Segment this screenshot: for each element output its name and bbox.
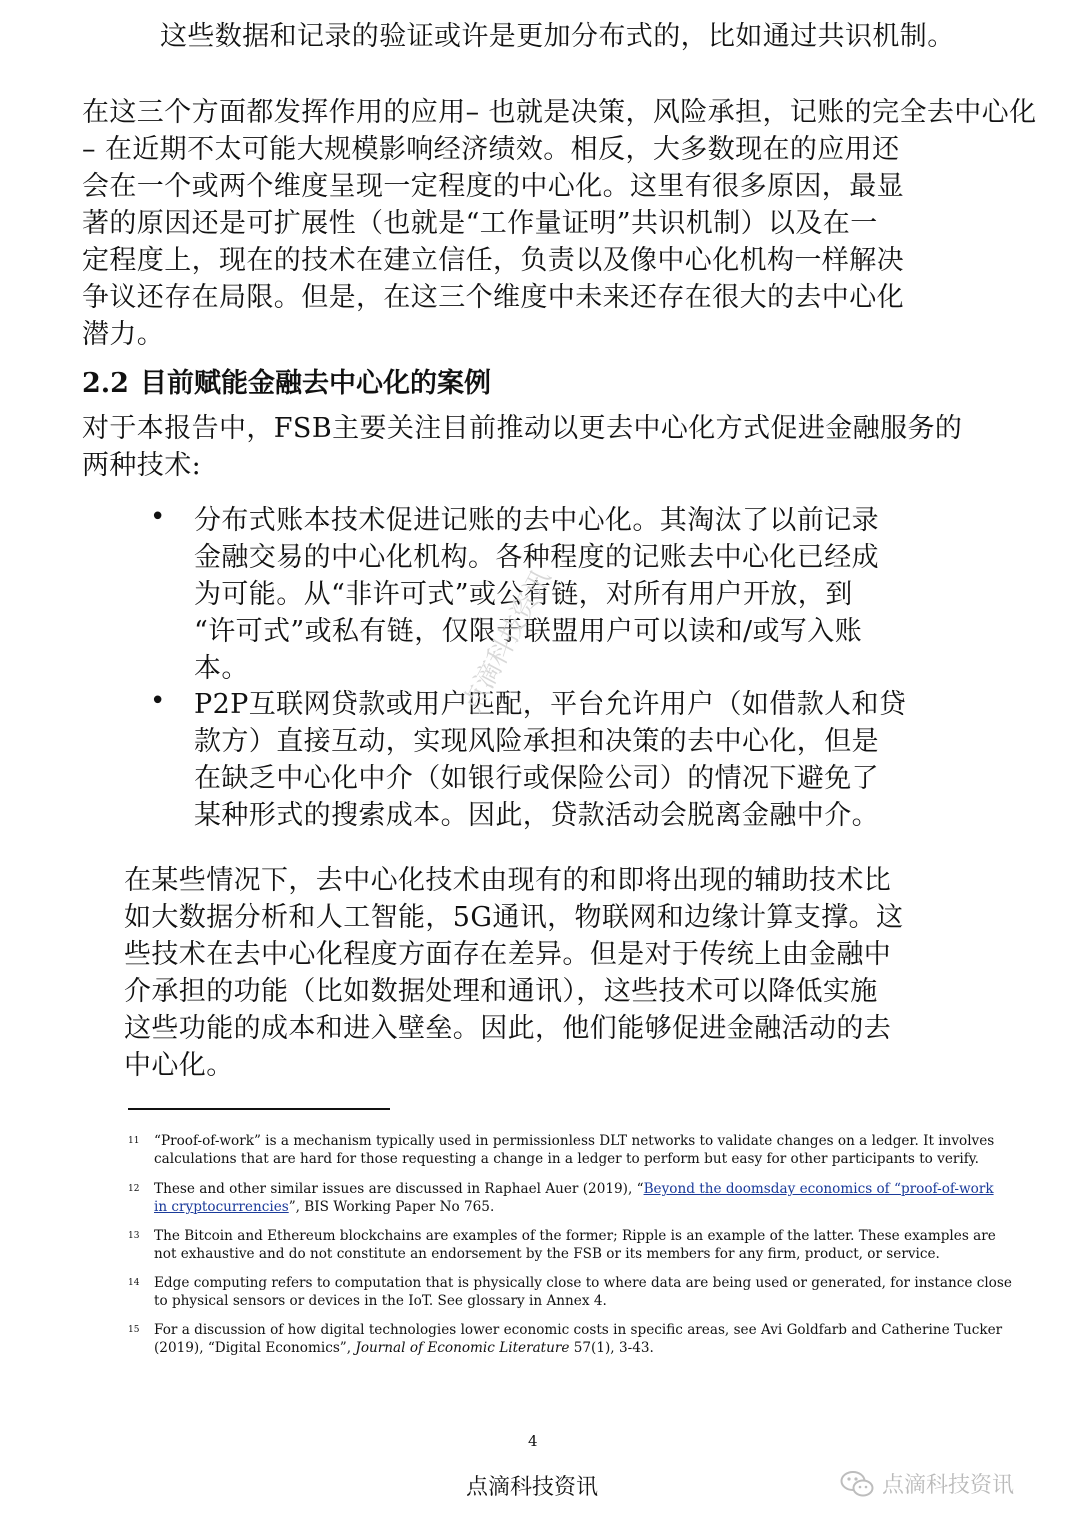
page-number: 4 <box>528 1432 538 1450</box>
wechat-icon <box>840 1470 874 1498</box>
footnote-text <box>154 1227 996 1263</box>
citation-link-continued[interactable]: in cryptocurrencies <box>154 1199 289 1215</box>
footnote-text-segment: These and other similar issues are discussed in Raphael Auer (2019), “ <box>154 1181 644 1197</box>
footnote-line: The Bitcoin and Ethereum blockchains are examples of the former; Ripple is an example of the latter. These examples are <box>154 1228 996 1244</box>
footnote-text <box>154 1274 1012 1310</box>
text-line: 为可能。从“非许可式”或公有链，对所有用户开放，到 <box>194 579 853 610</box>
footnote-separator <box>128 1108 390 1110</box>
intro-sentence <box>160 18 955 55</box>
text-line: 金融交易的中心化机构。各种程度的记账去中心化已经成 <box>194 542 879 573</box>
footnote-text-segment: 57(1), 3-43. <box>569 1340 654 1356</box>
section-number: 2.2 <box>82 368 129 399</box>
section-title: 目前赋能金融去中心化的案例 <box>140 368 491 399</box>
text-line: 定程度上，现在的技术在建立信任，负责以及像中心化机构一样解决 <box>82 245 904 276</box>
footnote-text <box>154 1321 1003 1357</box>
footnote-number: 15 <box>128 1325 140 1335</box>
footnote-text <box>154 1132 995 1168</box>
intro-line: 这些数据和记录的验证或许是更加分布式的，比如通过共识机制。 <box>160 21 955 52</box>
text-line: 在这三个方面都发挥作用的应用– 也就是决策，风险承担，记账的完全去中心化 <box>82 97 1037 128</box>
text-line: 中心化。 <box>124 1050 234 1081</box>
footnote-line <box>154 1339 984 1357</box>
section-heading <box>82 365 491 402</box>
footer-title: 点滴科技资讯 <box>466 1475 599 1500</box>
text-line: 些技术在去中心化程度方面存在差异。但是对于传统上由金融中 <box>124 939 892 970</box>
text-line: 对于本报告中，FSB主要关注目前推动以更去中心化方式促进金融服务的 <box>82 413 963 444</box>
footnote-line: to physical sensors or devices in the IoT. See glossary in Annex 4. <box>154 1293 607 1309</box>
text-line: “许可式”或私有链，仅限于联盟用户可以读和/或写入账 <box>194 616 863 647</box>
text-line: 款方）直接互动，实现风险承担和决策的去中心化，但是 <box>194 726 879 757</box>
footnote-number: 12 <box>128 1184 140 1194</box>
text-line: 如大数据分析和人工智能，5G通讯，物联网和边缘计算支撑。这 <box>124 902 904 933</box>
watermark-text: 点滴科技资讯 <box>882 1473 1015 1498</box>
footnote-line <box>154 1198 984 1216</box>
text-line: – 在近期不太可能大规模影响经济绩效。相反，大多数现在的应用还 <box>82 134 900 165</box>
text-line: 这些功能的成本和进入壁垒。因此，他们能够促进金融活动的去 <box>124 1013 892 1044</box>
footnote-line: calculations that are hard for those requesting a change in a ledger to perform but easy for other participants to verify. <box>154 1151 979 1167</box>
bullet-marker: • <box>150 686 166 716</box>
footnote-number: 13 <box>128 1231 140 1241</box>
footnote-line: Edge computing refers to computation that is physically close to where data are being used or generated, for instance close <box>154 1275 1012 1291</box>
text-line: 会在一个或两个维度呈现一定程度的中心化。这里有很多原因，最显 <box>82 171 904 202</box>
footnote-line: For a discussion of how digital technologies lower economic costs in specific areas, see Avi Goldfarb and Catherine Tucker <box>154 1322 1003 1338</box>
footnote-text <box>154 1180 994 1216</box>
footnote-line: “Proof-of-work” is a mechanism typically used in permissionless DLT networks to validate changes on a ledger. It involves <box>154 1133 995 1149</box>
wechat-watermark <box>840 1468 1014 1499</box>
text-line: 在某些情况下，去中心化技术由现有的和即将出现的辅助技术比 <box>124 865 892 896</box>
text-line: 两种技术: <box>82 450 202 481</box>
footnote-text-segment: (2019), “Digital Economics”, <box>154 1340 356 1356</box>
paragraph-supporting-technologies <box>124 862 903 1084</box>
text-line: 某种形式的搜索成本。因此，贷款活动会脱离金融中介。 <box>194 800 879 831</box>
diagonal-watermark: 点滴科技资讯 <box>457 565 558 717</box>
text-line: 介承担的功能（比如数据处理和通讯），这些技术可以降低实施 <box>124 976 878 1007</box>
text-line: 分布式账本技术促进记账的去中心化。其淘汰了以前记录 <box>194 505 879 536</box>
footnote-line: not exhaustive and do not constitute an endorsement by the FSB or its members for any firm, product, or service. <box>154 1246 940 1262</box>
paragraph-fsb-focus <box>82 410 962 484</box>
footnote-number: 14 <box>128 1278 140 1288</box>
text-line: 潜力。 <box>82 319 165 350</box>
text-line: 争议还存在局限。但是，在这三个维度中未来还存在很大的去中心化 <box>82 282 904 313</box>
paragraph-decentralization-dimensions <box>82 94 1036 353</box>
text-line: 本。 <box>194 653 249 684</box>
footnote-line <box>154 1180 994 1198</box>
text-line: 著的原因还是可扩展性（也就是“工作量证明”共识机制）以及在一 <box>82 208 878 239</box>
text-line: P2P互联网贷款或用户匹配，平台允许用户（如借款人和贷 <box>194 689 907 720</box>
text-line: 在缺乏中心化中介（如银行或保险公司）的情况下避免了 <box>194 763 879 794</box>
bullet-marker: • <box>150 502 166 532</box>
citation-link[interactable]: Beyond the doomsday economics of “proof-of-work <box>643 1181 994 1197</box>
journal-title: Journal of Economic Literature <box>355 1340 570 1356</box>
footnote-number: 11 <box>128 1136 140 1146</box>
list-item-p2p-lending <box>194 686 906 834</box>
footnote-text-segment: ”, BIS Working Paper No 765. <box>288 1199 495 1215</box>
